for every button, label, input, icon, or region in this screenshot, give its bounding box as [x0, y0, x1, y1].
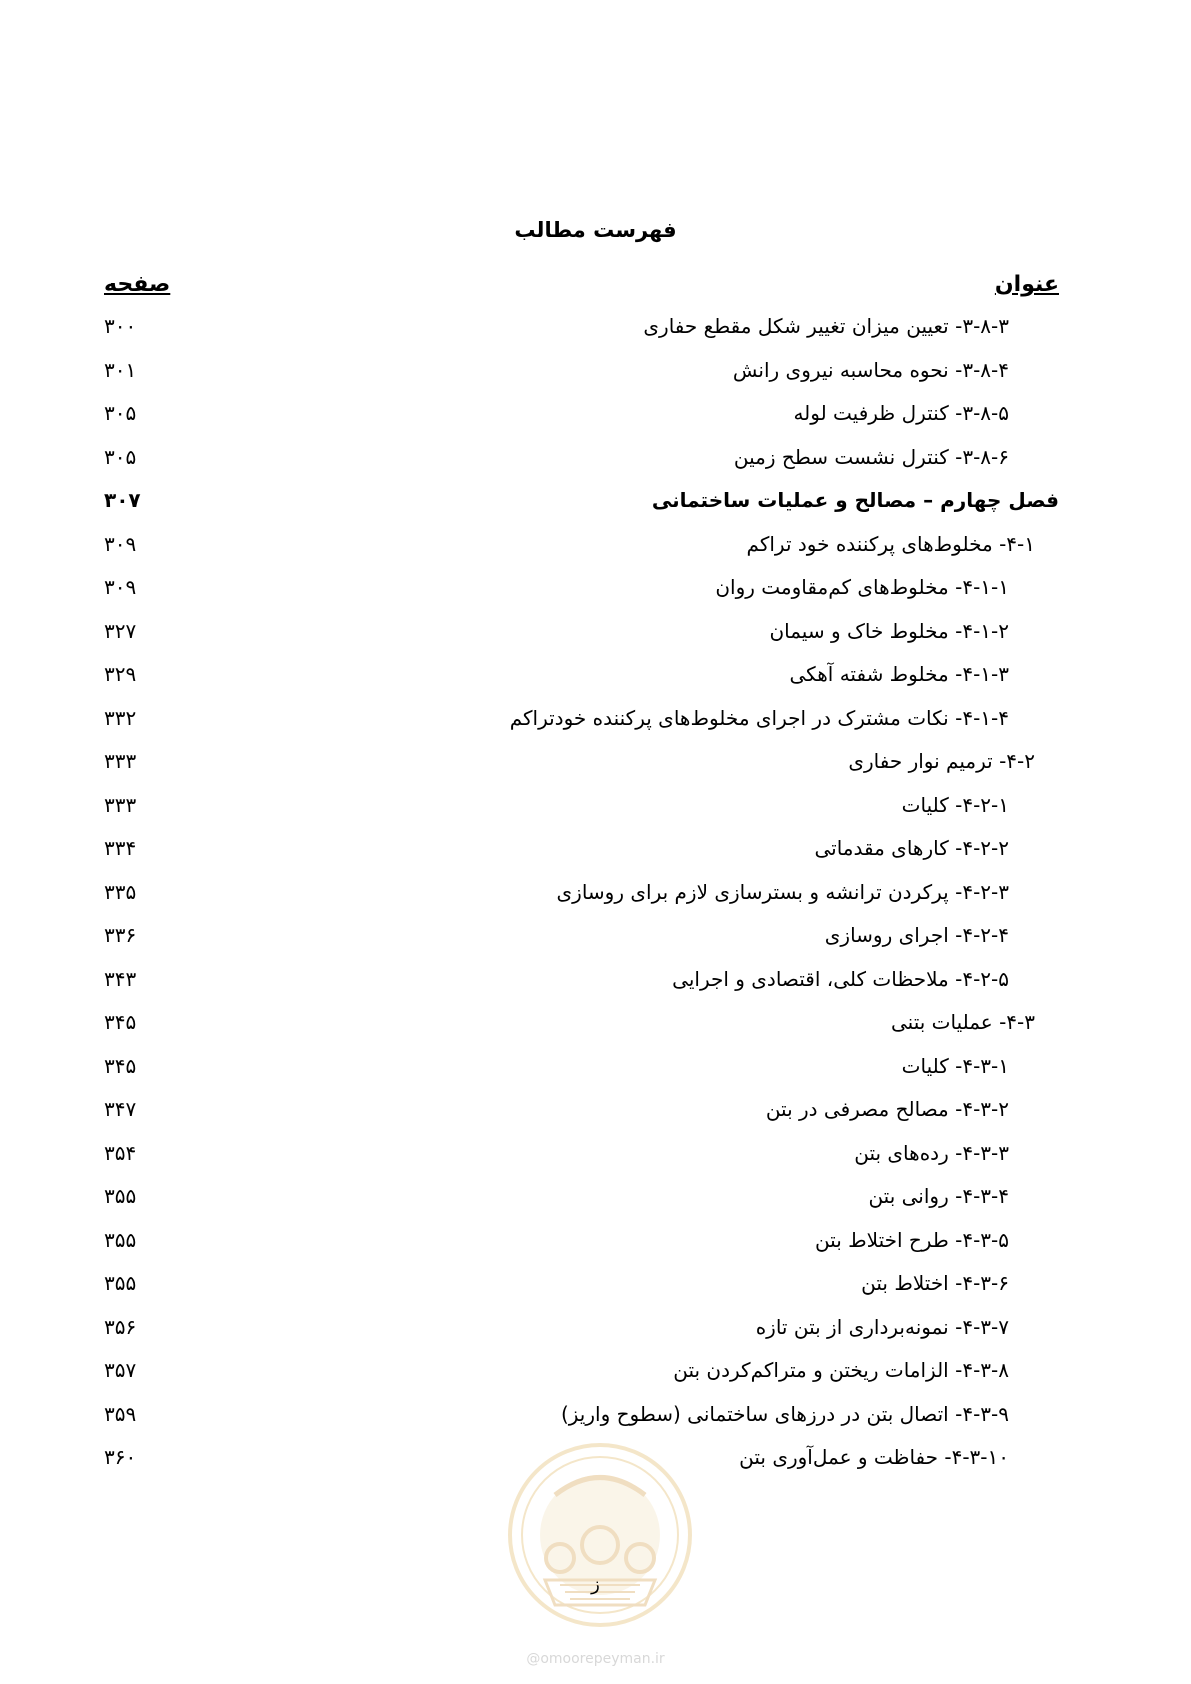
toc-entry-title: ۴-۱- مخلوط‌های پرکننده خود تراکم [746, 531, 1035, 556]
title-column-header: عنوان [994, 272, 1059, 297]
toc-entry-title: ۴-۲-۴- اجرای روسازی [824, 923, 1009, 947]
toc-entry-title: ۴-۳-۵- طرح اختلاط بتن [814, 1227, 1009, 1252]
toc-entry [0, 831, 1191, 877]
toc-entry [0, 962, 1191, 1008]
toc-entry-page: ۳۰۹ [104, 575, 137, 599]
toc-entry-page: ۳۳۶ [104, 923, 137, 947]
toc-entry-title: ۴-۳-۷- نمونه‌برداری از بتن تازه [755, 1314, 1009, 1339]
toc-entry-page: ۳۰۵ [104, 401, 137, 425]
toc-entry-title: ۴-۳-۲- مصالح مصرفی در بتن [765, 1097, 1009, 1121]
toc-entry-page: ۳۰۷ [104, 488, 141, 512]
toc-entry [0, 657, 1191, 703]
toc-entry-page: ۳۴۵ [104, 1010, 137, 1034]
toc-title: فهرست مطالب [514, 218, 677, 242]
toc-entry [0, 701, 1191, 747]
toc-entry-page: ۳۵۶ [104, 1314, 137, 1339]
toc-entry-page: ۳۶۰ [104, 1445, 137, 1469]
toc-entry-page: ۳۰۱ [104, 357, 137, 382]
toc-entry-title: ۴-۲-۱- کلیات [901, 792, 1009, 817]
toc-entry-title: ۴-۲-۳- پرکردن ترانشه و بسترسازی لازم برای روسازی [556, 879, 1009, 904]
toc-entry-title: ۴-۲- ترمیم نوار حفاری [848, 749, 1035, 773]
toc-entry-title: ۳-۸-۴- نحوه محاسبه نیروی رانش [732, 357, 1009, 382]
toc-entry-title: ۴-۳- عملیات بتنی [890, 1010, 1035, 1034]
toc-entry-page: ۳۳۲ [104, 705, 137, 730]
toc-entry-title: فصل چهارم – مصالح و عملیات ساختمانی [651, 488, 1059, 512]
toc-entry [0, 570, 1191, 616]
watermark-seal-icon [505, 1440, 695, 1630]
toc-entry-page: ۳۵۵ [104, 1227, 137, 1252]
toc-entry [0, 875, 1191, 921]
toc-entry-title: ۴-۳-۳- رده‌های بتن [854, 1140, 1009, 1165]
toc-entry [0, 1179, 1191, 1225]
toc-entry [0, 614, 1191, 660]
toc-entry-title: ۴-۱-۴- نکات مشترک در اجرای مخلوط‌های پرکننده خودتراکم [509, 705, 1009, 730]
toc-entry-title: ۴-۱-۳- مخلوط شفته آهکی [789, 662, 1009, 686]
toc-entry [0, 440, 1191, 486]
watermark-site: @omoorepeyman.ir [526, 1651, 665, 1667]
toc-entry [0, 396, 1191, 442]
toc-entry-page: ۳۵۵ [104, 1271, 137, 1295]
toc-entry [0, 1092, 1191, 1138]
toc-entry [0, 309, 1191, 355]
page-number: ز [591, 1574, 600, 1595]
toc-entry [0, 918, 1191, 964]
toc-entry-page: ۳۲۹ [104, 662, 137, 686]
toc-entry-page: ۳۴۷ [104, 1097, 137, 1121]
toc-entry-page: ۳۵۷ [104, 1358, 137, 1382]
toc-entry [0, 483, 1191, 529]
toc-entry-page: ۳۰۹ [104, 531, 137, 556]
toc-entry-title: ۴-۳-۱- کلیات [901, 1053, 1009, 1078]
toc-entry [0, 744, 1191, 790]
toc-entry [0, 788, 1191, 834]
toc-entry-page: ۳۳۴ [104, 836, 137, 860]
toc-entry-title: ۴-۳-۸- الزامات ریختن و متراکم‌کردن بتن [673, 1358, 1009, 1382]
toc-entry-title: ۴-۳-۶- اختلاط بتن [861, 1271, 1009, 1295]
toc-entry-title: ۴-۲-۵- ملاحظات کلی، اقتصادی و اجرایی [672, 966, 1009, 991]
toc-entry [0, 353, 1191, 399]
toc-entry-title: ۴-۱-۲- مخلوط خاک و سیمان [769, 618, 1009, 643]
toc-entry-page: ۳۵۵ [104, 1184, 137, 1208]
toc-entry [0, 1266, 1191, 1312]
toc-entry [0, 1353, 1191, 1399]
toc-entry [0, 1005, 1191, 1051]
toc-entry [0, 1397, 1191, 1443]
toc-entry-page: ۳۴۵ [104, 1053, 137, 1078]
page-column-header: صفحه [104, 272, 171, 297]
toc-entry-page: ۳۰۵ [104, 444, 137, 469]
toc-entry-title: ۴-۳-۱۰- حفاظت و عمل‌آوری بتن [739, 1445, 1009, 1469]
toc-entry-page: ۳۳۳ [104, 749, 137, 773]
toc-entry-title: ۳-۸-۵- کنترل ظرفیت لوله [793, 401, 1009, 425]
toc-entry-title: ۳-۸-۶- کنترل نشست سطح زمین [733, 444, 1009, 469]
toc-entry [0, 527, 1191, 573]
toc-entry [0, 1223, 1191, 1269]
toc-entry-page: ۳۵۹ [104, 1401, 137, 1426]
toc-entry-title: ۴-۳-۹- اتصال بتن در درزهای ساختمانی (سطوح واریز) [560, 1401, 1009, 1426]
toc-entry-page: ۳۵۴ [104, 1140, 137, 1165]
toc-entry-page: ۳۰۰ [104, 314, 137, 338]
toc-entry-page: ۳۴۳ [104, 966, 137, 991]
toc-entry-title: ۳-۸-۳- تعیین میزان تغییر شکل مقطع حفاری [643, 314, 1009, 338]
toc-entry [0, 1136, 1191, 1182]
toc-entry-title: ۴-۲-۲- کارهای مقدماتی [814, 836, 1009, 860]
toc-entry-page: ۳۲۷ [104, 618, 137, 643]
toc-entry-page: ۳۳۳ [104, 792, 137, 817]
toc-entry-title: ۴-۳-۴- روانی بتن [868, 1184, 1009, 1208]
toc-entry-page: ۳۳۵ [104, 879, 137, 904]
toc-entry-title: ۴-۱-۱- مخلوط‌های کم‌مقاومت روان [715, 575, 1009, 599]
toc-entry [0, 1310, 1191, 1356]
toc-entry [0, 1049, 1191, 1095]
